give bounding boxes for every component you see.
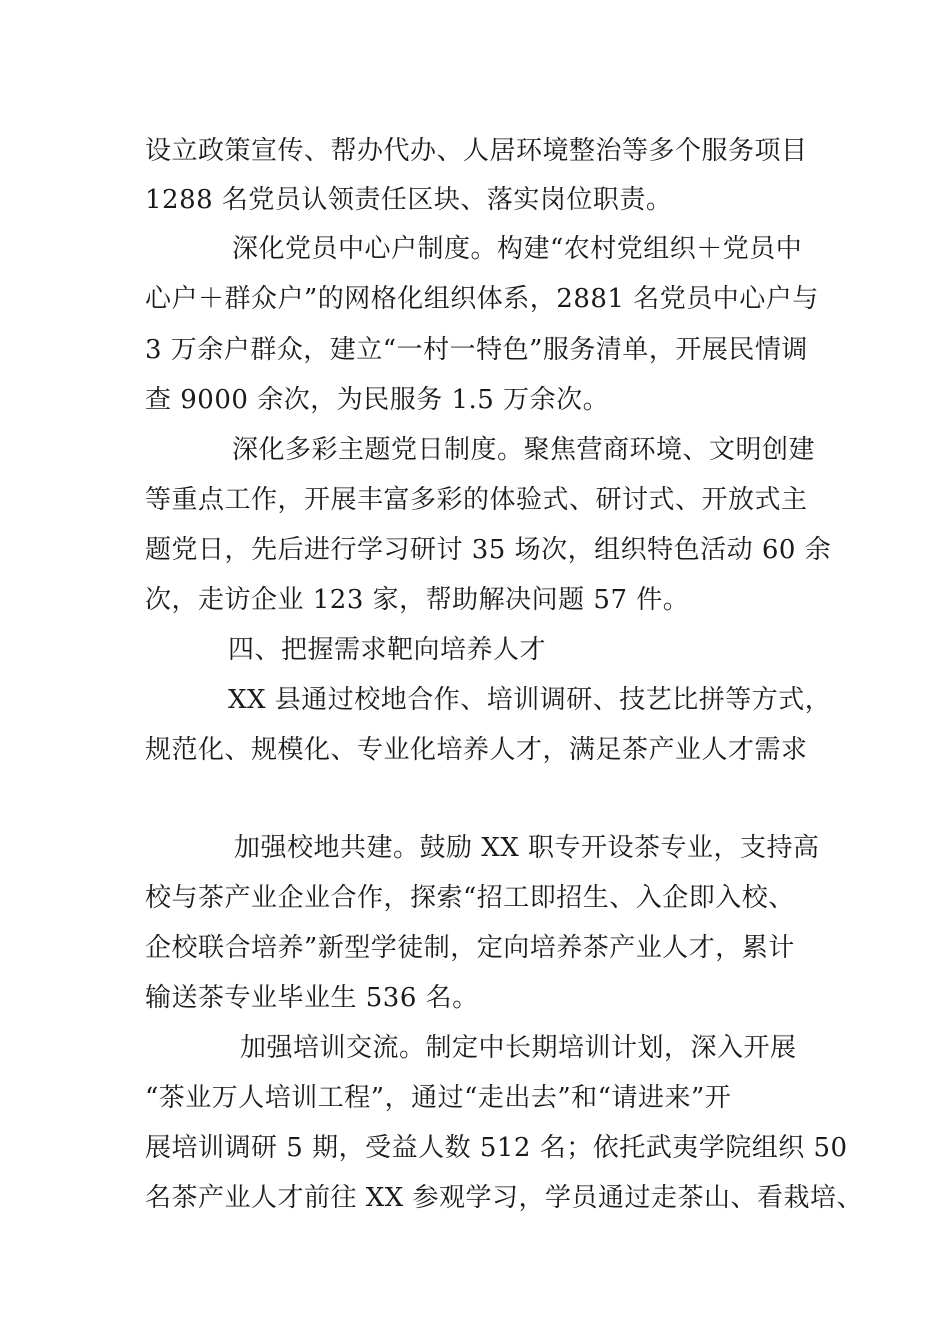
section-heading: 四、把握需求靶向培养人才: [228, 635, 547, 665]
paragraph-first-line: XX 县通过校地合作、培训调研、技艺比拼等方式，: [228, 685, 832, 715]
text-line: 输送茶专业毕业生 536 名。: [145, 983, 479, 1013]
text-line: 3 万余户群众，建立“一村一特色”服务清单，开展民情调: [145, 335, 808, 365]
text-line: 1288 名党员认领责任区块、落实岗位职责。: [145, 185, 673, 215]
text-line: 校与茶产业企业合作，探索“招工即招生、入企即入校、: [145, 883, 795, 913]
text-line: 查 9000 余次，为民服务 1.5 万余次。: [145, 385, 610, 415]
text-line: 次，走访企业 123 家，帮助解决问题 57 件。: [145, 585, 690, 615]
paragraph-first-line: 加强培训交流。制定中长期培训计划，深入开展: [240, 1033, 797, 1063]
text-line: 设立政策宣传、帮办代办、人居环境整治等多个服务项目: [145, 136, 808, 166]
text-line: 规范化、规模化、专业化培养人才，满足茶产业人才需求: [145, 735, 808, 765]
text-line: 名茶产业人才前往 XX 参观学习，学员通过走茶山、看栽培、: [145, 1183, 864, 1213]
paragraph-first-line: 深化党员中心户制度。构建“农村党组织＋党员中: [232, 234, 803, 264]
text-line: 题党日，先后进行学习研讨 35 场次，组织特色活动 60 余: [145, 535, 832, 565]
paragraph-first-line: 深化多彩主题党日制度。聚焦营商环境、文明创建: [232, 435, 816, 465]
paragraph-first-line: 加强校地共建。鼓励 XX 职专开设茶专业，支持高: [234, 833, 820, 863]
text-line: 心户＋群众户”的网格化组织体系，2881 名党员中心户与: [145, 284, 819, 314]
text-line: 企校联合培养”新型学徒制，定向培养茶产业人才，累计: [145, 933, 795, 963]
text-line: 等重点工作，开展丰富多彩的体验式、研讨式、开放式主: [145, 485, 808, 515]
text-line: “茶业万人培训工程”，通过“走出去”和“请进来”开: [145, 1083, 732, 1113]
text-line: 展培训调研 5 期，受益人数 512 名；依托武夷学院组织 50: [145, 1133, 848, 1163]
